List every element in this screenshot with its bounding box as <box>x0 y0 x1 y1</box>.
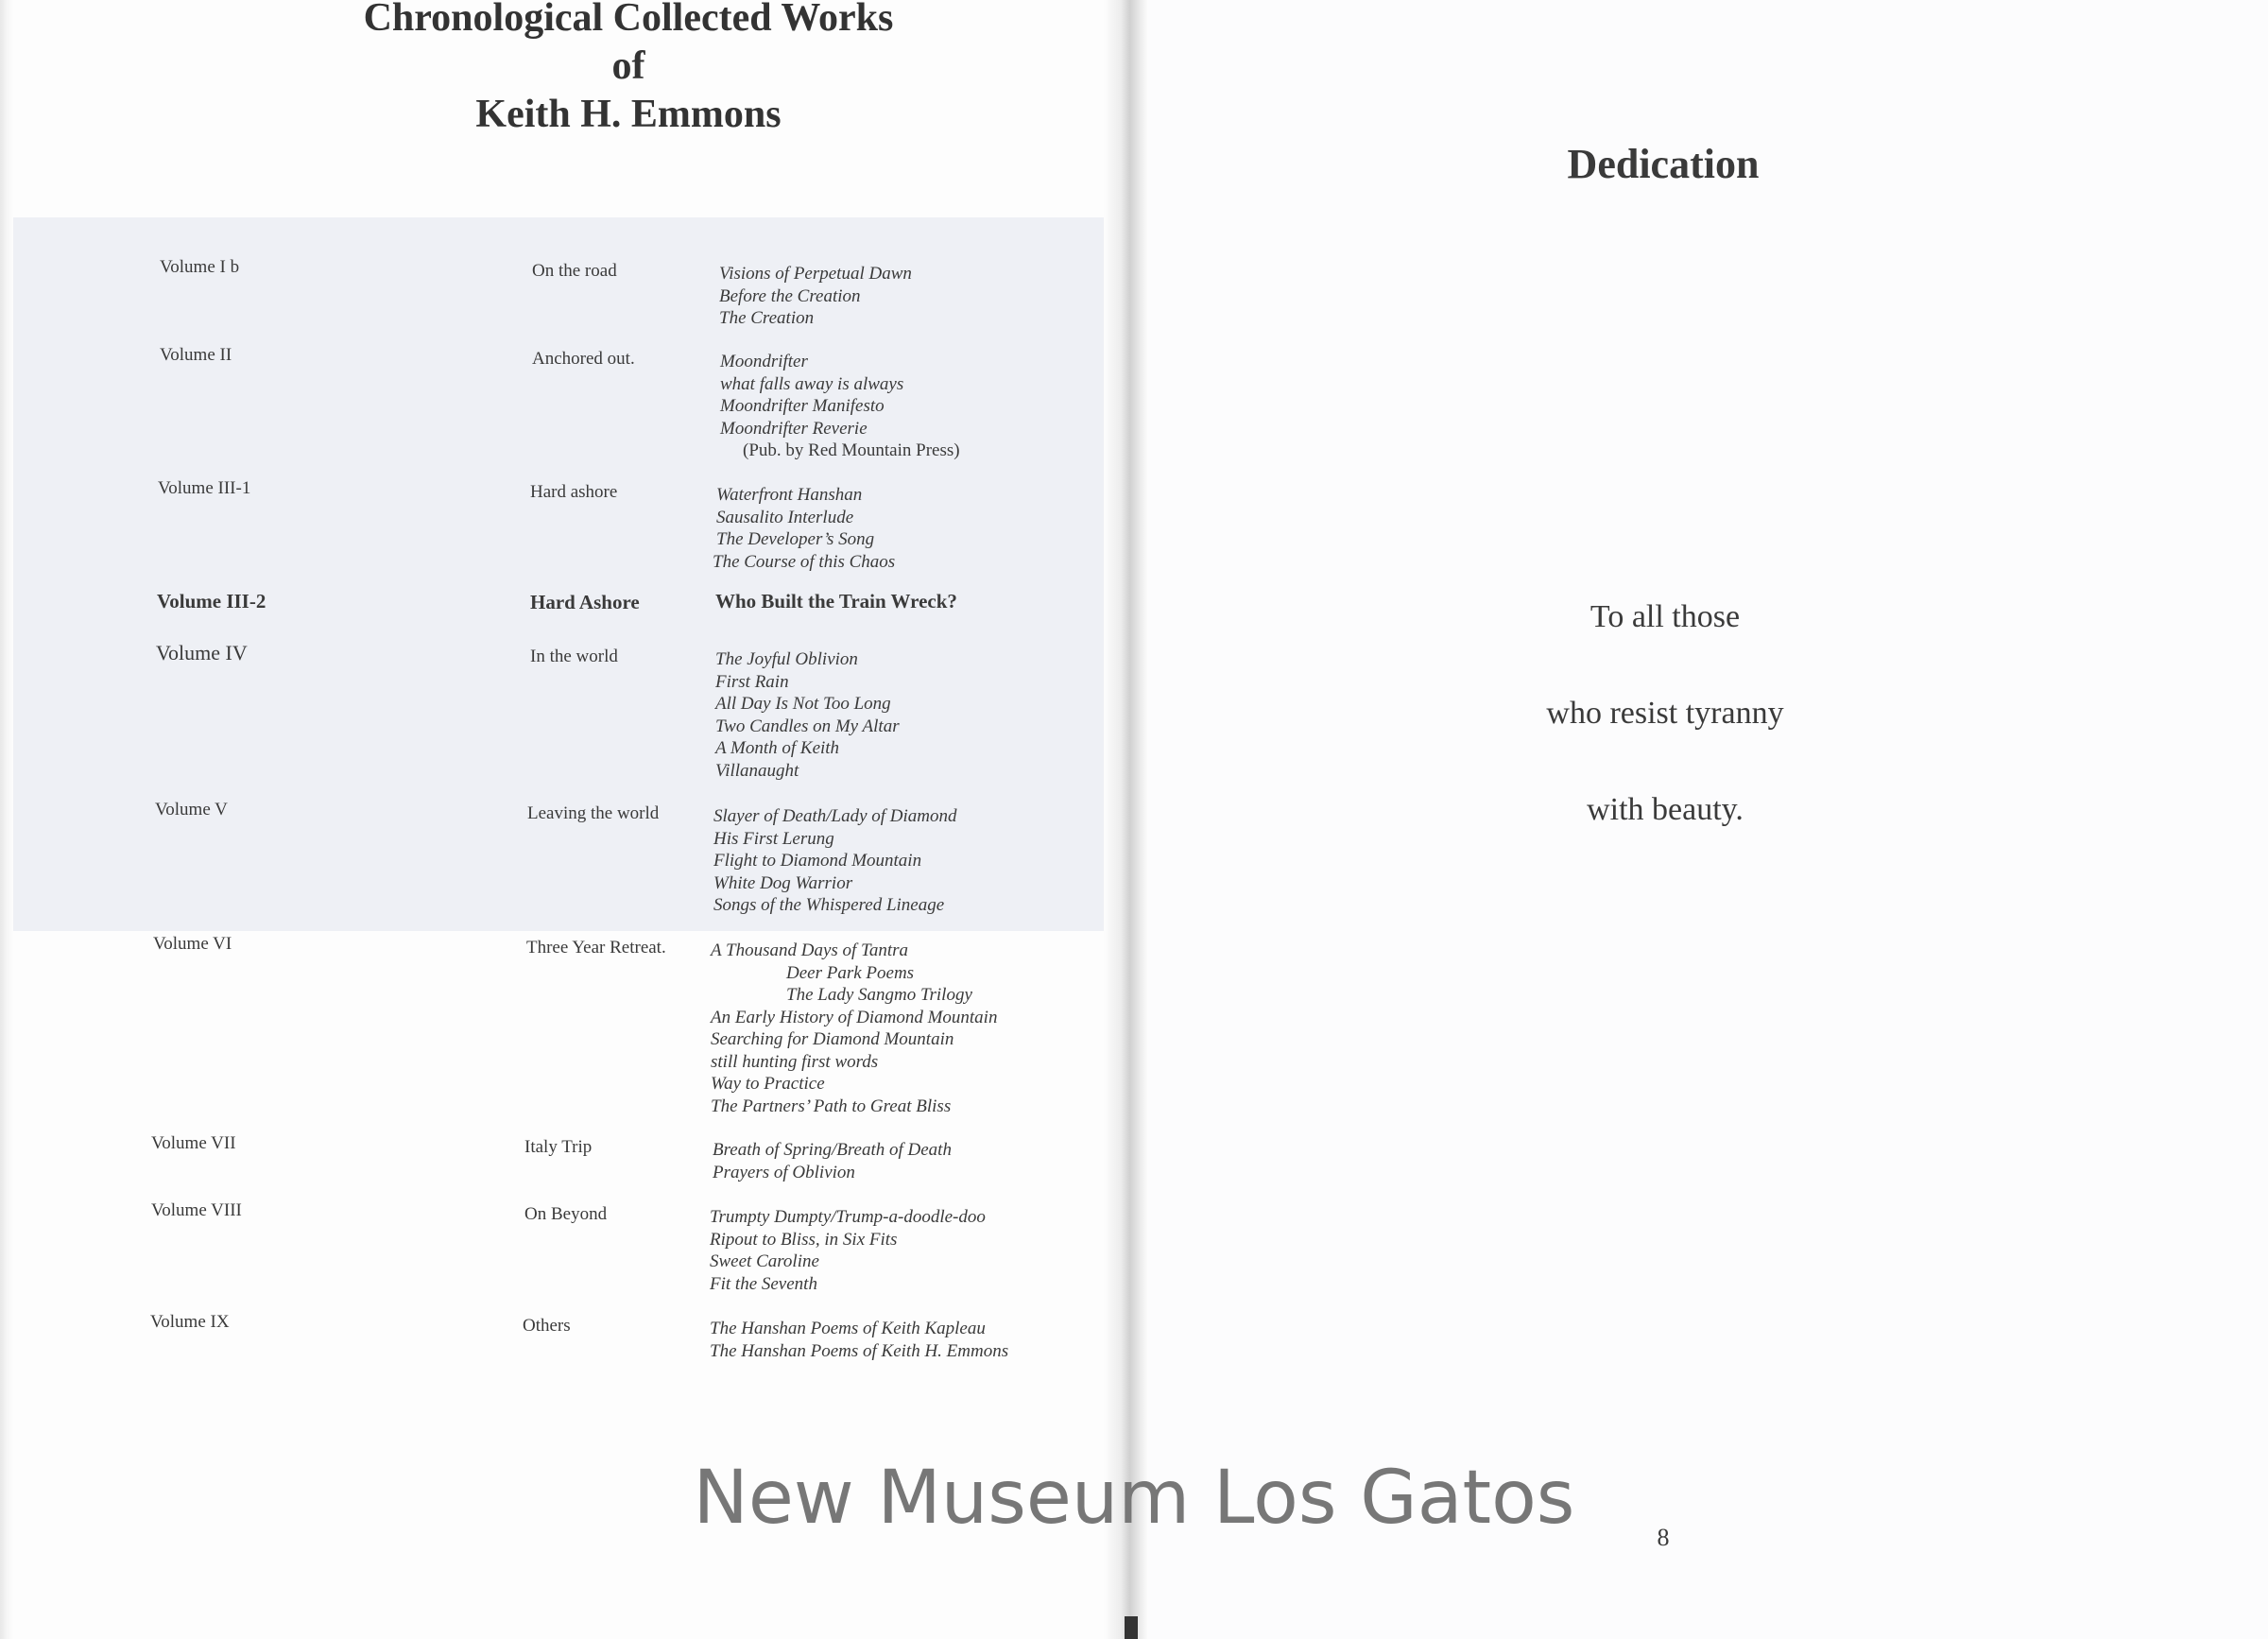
dedication-heading: Dedication <box>1567 141 1760 187</box>
page-edge <box>0 0 13 1639</box>
volume-subtitle: On Beyond <box>524 1204 608 1224</box>
work-title: An Early History of Diamond Mountain <box>711 1007 998 1027</box>
work-title: Sausalito Interlude <box>716 507 854 527</box>
work-title: what falls away is always <box>720 373 904 394</box>
volume-subtitle: Three Year Retreat. <box>526 938 666 958</box>
work-title: The Joyful Oblivion <box>715 649 858 669</box>
works-list <box>719 263 912 330</box>
work-title: Flight to Diamond Mountain <box>713 851 922 871</box>
work-title: Ripout to Bliss, in Six Fits <box>710 1229 898 1250</box>
gutter-shadow <box>1125 1616 1138 1639</box>
dedication-line: who resist tyranny <box>1546 696 1784 731</box>
work-title: The Creation <box>719 308 815 328</box>
book-gutter <box>1104 0 1147 1639</box>
dedication-line: To all those <box>1589 599 1741 634</box>
collected-works-title <box>284 0 973 139</box>
work-title: All Day Is Not Too Long <box>715 694 891 714</box>
volume-label: Volume II <box>160 345 232 365</box>
work-title: Searching for Diamond Mountain <box>711 1029 954 1049</box>
work-title: The Hanshan Poems of Keith H. Emmons <box>710 1340 1009 1361</box>
page-number: 8 <box>1657 1524 1670 1551</box>
volume-subtitle: Anchored out. <box>532 349 635 369</box>
work-title: Visions of Perpetual Dawn <box>719 264 912 284</box>
volume-subtitle: In the world <box>530 647 618 666</box>
work-title: The Course of this Chaos <box>713 551 896 572</box>
volume-label: Volume IV <box>156 641 248 664</box>
works-list <box>711 940 997 1117</box>
work-title: The Lady Sangmo Trilogy <box>786 985 972 1005</box>
work-title: Before the Creation <box>719 285 861 306</box>
watermark: New Museum Los Gatos <box>693 1456 1575 1541</box>
works-list <box>713 484 896 573</box>
work-title: Slayer of Death/Lady of Diamond <box>713 806 957 826</box>
work-title: Sweet Caroline <box>710 1251 819 1271</box>
works-list <box>720 351 960 462</box>
work-title: A Thousand Days of Tantra <box>711 940 909 960</box>
volume-subtitle: Others <box>523 1316 571 1336</box>
volume-label: Volume IX <box>150 1312 230 1332</box>
works-list <box>713 805 957 917</box>
work-title: Songs of the Whispered Lineage <box>713 895 945 915</box>
publisher-note: (Pub. by Red Mountain Press) <box>743 440 960 460</box>
work-title: Two Candles on My Altar <box>715 716 900 736</box>
volume-label: Volume VII <box>151 1133 236 1153</box>
works-list <box>713 1139 952 1183</box>
volume-label: Volume VI <box>153 934 232 954</box>
works-list <box>715 648 900 782</box>
work-title: Moondrifter <box>720 352 808 371</box>
volume-subtitle: On the road <box>532 261 617 281</box>
title-line: of <box>611 44 645 88</box>
work-title: Breath of Spring/Breath of Death <box>713 1140 952 1160</box>
work-title: Villanaught <box>715 760 799 781</box>
volume-subtitle: Leaving the world <box>527 803 660 823</box>
volume-label: Volume VIII <box>151 1200 242 1220</box>
works-list <box>715 591 957 613</box>
volume-subtitle: Hard ashore <box>530 482 618 502</box>
works-list <box>710 1318 1008 1362</box>
work-title: Prayers of Oblivion <box>713 1162 855 1182</box>
title-line: Keith H. Emmons <box>475 93 782 136</box>
work-title: A Month of Keith <box>715 738 840 758</box>
volume-subtitle: Italy Trip <box>524 1137 593 1157</box>
work-title: Moondrifter Reverie <box>720 418 868 439</box>
work-title: The Hanshan Poems of Keith Kapleau <box>710 1319 986 1338</box>
volume-label: Volume III-1 <box>158 478 251 498</box>
dedication-line: with beauty. <box>1587 792 1744 827</box>
works-list <box>710 1206 986 1295</box>
work-title: The Developer’s Song <box>716 529 875 549</box>
work-title: His First Lerung <box>713 828 834 849</box>
work-title: still hunting first words <box>711 1051 879 1072</box>
work-title: Trumpty Dumpty/Trump-a-doodle-doo <box>710 1207 986 1227</box>
volume-label: Volume I b <box>160 257 240 277</box>
work-title: Way to Practice <box>711 1074 825 1094</box>
volume-label: Volume III-2 <box>157 590 266 612</box>
work-title: The Partners’ Path to Great Bliss <box>711 1096 952 1116</box>
title-line: Chronological Collected Works <box>363 0 894 40</box>
work-title: First Rain <box>715 671 789 692</box>
work-title: Moondrifter Manifesto <box>720 396 885 416</box>
work-title: Fit the Seventh <box>710 1273 817 1294</box>
work-title: Waterfront Hanshan <box>716 485 863 505</box>
work-title: Who Built the Train Wreck? <box>715 590 957 612</box>
work-title: White Dog Warrior <box>713 872 853 893</box>
volume-label: Volume V <box>155 800 228 820</box>
work-title: Deer Park Poems <box>786 962 915 983</box>
volume-subtitle: Hard Ashore <box>530 591 640 613</box>
